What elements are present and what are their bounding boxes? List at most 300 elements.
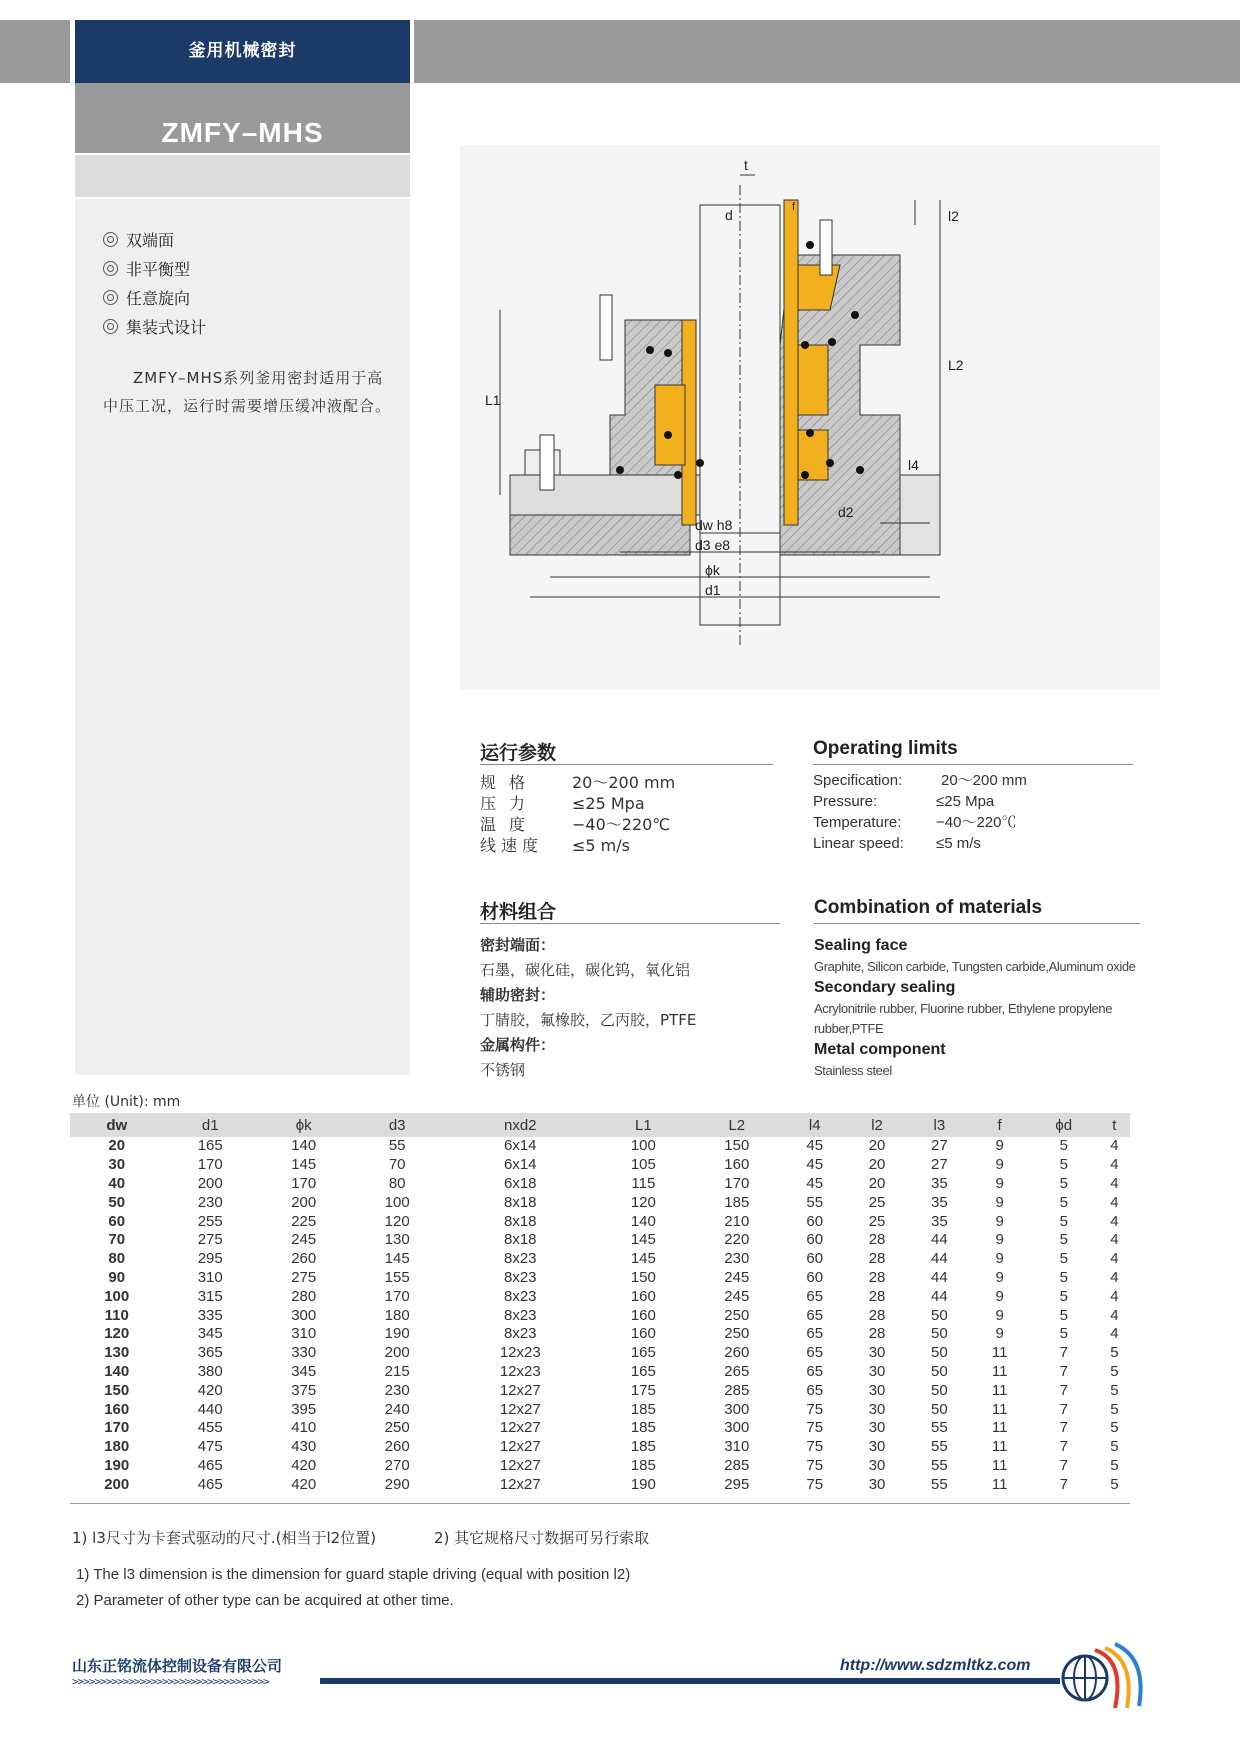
- table-cell: 185: [630, 1419, 656, 1437]
- table-cell: 9: [995, 1231, 1004, 1249]
- table-cell: 12x27: [499, 1400, 541, 1418]
- table-cell: 185: [630, 1456, 656, 1474]
- table-cell: 9: [995, 1137, 1004, 1155]
- table-cell: 160: [630, 1306, 656, 1324]
- table-cell: 4: [1110, 1193, 1119, 1211]
- divider: [814, 923, 1140, 924]
- table-cell: 27: [931, 1156, 948, 1174]
- table-cell: 6x14: [504, 1156, 537, 1174]
- table-cell: 4: [1110, 1174, 1119, 1192]
- table-cell: 4: [1110, 1287, 1119, 1305]
- table-cell: 5: [1059, 1231, 1068, 1249]
- table-cell: 28: [868, 1268, 886, 1286]
- table-header-cell: ϕk: [257, 1113, 350, 1137]
- table-cell: 28: [868, 1306, 886, 1324]
- table-cell: 380: [197, 1362, 223, 1380]
- table-cell: 200: [384, 1344, 410, 1362]
- table-cell: 240: [384, 1400, 410, 1418]
- table-header-row: [70, 1113, 1130, 1137]
- table-cell: 7: [1059, 1438, 1068, 1456]
- table-cell: 4: [1110, 1306, 1119, 1324]
- table-cell: 5: [1110, 1456, 1119, 1474]
- company-logo-icon: [1055, 1630, 1165, 1710]
- materials-list-en: Sealing face Graphite, Silicon carbide, Tungsten carbide,Aluminum oxide Secondary sealing Acrylonitrile rubber, Fluorine rubber, Ethylene propylene rubber,PTFE Metal component Stainless steel: [814, 937, 1136, 1078]
- table-cell: 65: [806, 1287, 824, 1305]
- table-cell: 5: [1059, 1306, 1068, 1324]
- table-cell: 65: [806, 1362, 824, 1380]
- table-cell: 65: [806, 1381, 824, 1399]
- table-cell: 420: [291, 1475, 317, 1493]
- table-cell: 250: [724, 1325, 750, 1343]
- table-cell: 8x23: [504, 1287, 537, 1305]
- divider: [480, 764, 773, 765]
- table-cell: 7: [1059, 1344, 1068, 1362]
- table-cell: 5: [1110, 1344, 1119, 1362]
- table-header-cell: f: [971, 1113, 1029, 1137]
- table-cell: 4: [1110, 1268, 1119, 1286]
- table-cell: 260: [384, 1438, 410, 1456]
- table-cell: 275: [291, 1268, 317, 1286]
- table-cell: 180: [104, 1438, 130, 1456]
- svg-text:dw h8: dw h8: [695, 517, 733, 533]
- table-cell: 75: [806, 1475, 824, 1493]
- table-cell: 375: [291, 1381, 317, 1399]
- table-cell: 430: [291, 1438, 317, 1456]
- product-description: ZMFY–MHS系列釜用密封适用于高中压工况，运行时需要增压缓冲液配合。: [103, 369, 392, 415]
- table-header-cell: nxd2: [444, 1113, 597, 1137]
- footer-line: [320, 1678, 1060, 1684]
- table-cell: 100: [104, 1287, 130, 1305]
- table-cell: 155: [384, 1268, 410, 1286]
- table-cell: 9: [995, 1174, 1004, 1192]
- table-cell: 170: [291, 1174, 317, 1192]
- table-cell: 11: [991, 1344, 1008, 1362]
- table-cell: 4: [1110, 1325, 1119, 1343]
- table-cell: 365: [197, 1344, 223, 1362]
- table-cell: 4: [1110, 1250, 1119, 1268]
- header-right-block: [414, 20, 1240, 83]
- table-cell: 45: [806, 1156, 824, 1174]
- table-cell: 210: [724, 1212, 750, 1230]
- table-cell: 75: [806, 1456, 824, 1474]
- table-cell: 145: [384, 1250, 410, 1268]
- table-cell: 30: [868, 1419, 886, 1437]
- table-cell: 44: [931, 1231, 948, 1249]
- materials-title-en: Combination of materials: [814, 897, 1043, 918]
- table-cell: 55: [388, 1137, 406, 1155]
- table-cell: 6x18: [504, 1174, 537, 1192]
- table-cell: 7: [1059, 1381, 1068, 1399]
- table-cell: 12x27: [499, 1438, 541, 1456]
- table-cell: 170: [197, 1156, 223, 1174]
- table-cell: 28: [868, 1250, 886, 1268]
- table-header-cell: dw: [70, 1113, 163, 1137]
- bullet-icon: [103, 290, 118, 305]
- table-cell: 12x27: [499, 1419, 541, 1437]
- table-cell: 285: [724, 1381, 750, 1399]
- table-cell: 11: [991, 1475, 1008, 1493]
- table-row: [70, 1137, 1130, 1156]
- table-cell: 200: [104, 1475, 130, 1493]
- operating-list-en: [813, 770, 1027, 854]
- table-cell: 8x23: [504, 1250, 537, 1268]
- table-row: [70, 1175, 1130, 1194]
- table-cell: 11: [991, 1400, 1008, 1418]
- note-en-2: 2) Parameter of other type can be acquired at other time.: [76, 1592, 454, 1609]
- table-cell: 8x23: [504, 1268, 537, 1286]
- table-cell: 105: [630, 1156, 656, 1174]
- param-row: Temperature: −40～220℃: [813, 814, 1017, 831]
- bullet-icon: [103, 319, 118, 334]
- table-cell: 100: [630, 1137, 656, 1155]
- table-cell: 9: [995, 1156, 1004, 1174]
- svg-text:d: d: [725, 207, 733, 223]
- table-cell: 5: [1110, 1475, 1119, 1493]
- table-cell: 295: [724, 1475, 750, 1493]
- feature-item: 集装式设计: [103, 313, 206, 342]
- table-cell: 9: [995, 1268, 1004, 1286]
- table-cell: 165: [630, 1362, 656, 1380]
- table-cell: 50: [931, 1344, 948, 1362]
- table-cell: 90: [108, 1268, 126, 1286]
- param-row: 压力 ≤25 Mpa: [480, 794, 645, 813]
- table-cell: 50: [108, 1193, 126, 1211]
- table-cell: 70: [108, 1231, 126, 1249]
- param-row: Linear speed: ≤5 m/s: [813, 835, 981, 852]
- table-row: [70, 1438, 1130, 1457]
- table-cell: 190: [384, 1325, 410, 1343]
- table-cell: 35: [931, 1193, 948, 1211]
- table-cell: 185: [724, 1193, 750, 1211]
- table-cell: 28: [868, 1287, 886, 1305]
- svg-text:f: f: [792, 201, 796, 213]
- table-body: [70, 1137, 1130, 1494]
- param-row: 规格 20～200 mm: [480, 773, 676, 792]
- table-row: [70, 1156, 1130, 1175]
- param-row: 温度 −40～220℃: [480, 815, 671, 834]
- table-cell: 465: [197, 1475, 223, 1493]
- table-cell: 260: [291, 1250, 317, 1268]
- table-cell: 75: [806, 1419, 824, 1437]
- table-row: [70, 1287, 1130, 1306]
- table-cell: 310: [291, 1325, 317, 1343]
- table-cell: 5: [1059, 1325, 1068, 1343]
- table-cell: 5: [1059, 1287, 1068, 1305]
- table-cell: 50: [931, 1325, 948, 1343]
- table-row: [70, 1457, 1130, 1476]
- table-cell: 280: [291, 1287, 317, 1305]
- table-cell: 7: [1059, 1362, 1068, 1380]
- divider: [813, 764, 1133, 765]
- table-cell: 4: [1110, 1156, 1119, 1174]
- table-cell: 245: [291, 1231, 317, 1249]
- param-row: Specification: 20～200 mm: [813, 772, 1027, 789]
- feature-item: 双端面: [103, 226, 206, 255]
- table-cell: 145: [630, 1231, 656, 1249]
- table-cell: 245: [724, 1268, 750, 1286]
- table-cell: 110: [104, 1306, 129, 1324]
- operating-title-en: Operating limits: [813, 738, 958, 759]
- table-cell: 8x23: [504, 1306, 537, 1324]
- param-row: Pressure: ≤25 Mpa: [813, 793, 995, 810]
- table-cell: 12x27: [499, 1475, 541, 1493]
- table-cell: 9: [995, 1193, 1004, 1211]
- table-cell: 20: [868, 1174, 886, 1192]
- table-cell: 4: [1110, 1231, 1119, 1249]
- category-title: 釜用机械密封: [188, 41, 297, 61]
- table-cell: 455: [197, 1419, 223, 1437]
- table-cell: 270: [384, 1456, 410, 1474]
- table-cell: 150: [724, 1137, 750, 1155]
- table-row: [70, 1193, 1130, 1212]
- table-cell: 160: [630, 1325, 656, 1343]
- operating-list-cn: [480, 772, 675, 856]
- table-cell: 50: [931, 1381, 948, 1399]
- table-row: [70, 1269, 1130, 1288]
- table-cell: 8x18: [504, 1212, 537, 1230]
- table-cell: 50: [931, 1400, 948, 1418]
- table-cell: 11: [991, 1419, 1008, 1437]
- table-cell: 75: [806, 1438, 824, 1456]
- divider: [480, 923, 780, 924]
- table-header-cell: l3: [908, 1113, 970, 1137]
- table-cell: 250: [384, 1419, 410, 1437]
- table-row: [70, 1419, 1130, 1438]
- table-header-cell: t: [1099, 1113, 1130, 1137]
- table-cell: 20: [868, 1137, 886, 1155]
- table-cell: 150: [630, 1268, 656, 1286]
- table-cell: 9: [995, 1306, 1004, 1324]
- table-cell: 185: [630, 1400, 656, 1418]
- table-cell: 145: [630, 1250, 656, 1268]
- table-cell: 5: [1059, 1193, 1068, 1211]
- table-cell: 30: [108, 1156, 126, 1174]
- table-cell: 65: [806, 1325, 824, 1343]
- table-cell: 60: [806, 1212, 824, 1230]
- svg-text:l2: l2: [948, 208, 959, 224]
- table-cell: 165: [630, 1344, 656, 1362]
- table-cell: 30: [868, 1362, 886, 1380]
- table-cell: 11: [991, 1381, 1008, 1399]
- table-row: [70, 1231, 1130, 1250]
- table-row: [70, 1325, 1130, 1344]
- table-cell: 5: [1110, 1419, 1119, 1437]
- table-cell: 250: [724, 1306, 750, 1324]
- table-cell: 335: [197, 1306, 223, 1324]
- table-cell: 5: [1059, 1268, 1068, 1286]
- table-cell: 80: [108, 1250, 126, 1268]
- table-cell: 35: [931, 1212, 948, 1230]
- table-cell: 6x14: [504, 1137, 537, 1155]
- table-cell: 20: [868, 1156, 886, 1174]
- table-unit: 单位 (Unit): mm: [72, 1094, 181, 1110]
- table-cell: 420: [197, 1381, 223, 1399]
- table-cell: 60: [806, 1268, 824, 1286]
- table-cell: 30: [868, 1400, 886, 1418]
- table-cell: 190: [630, 1475, 656, 1493]
- table-cell: 300: [724, 1419, 750, 1437]
- table-cell: 45: [806, 1137, 824, 1155]
- table-cell: 310: [197, 1268, 223, 1286]
- table-cell: 260: [724, 1344, 750, 1362]
- table-cell: 285: [724, 1456, 750, 1474]
- table-cell: 140: [630, 1212, 656, 1230]
- table-cell: 45: [806, 1174, 824, 1192]
- table-cell: 9: [995, 1325, 1004, 1343]
- table-cell: 7: [1059, 1456, 1068, 1474]
- table-row: [70, 1212, 1130, 1231]
- table-cell: 220: [724, 1231, 750, 1249]
- table-cell: 7: [1059, 1400, 1068, 1418]
- table-cell: 300: [724, 1400, 750, 1418]
- table-cell: 200: [291, 1193, 317, 1211]
- table-cell: 44: [931, 1287, 948, 1305]
- table-cell: 55: [931, 1438, 948, 1456]
- table-cell: 11: [991, 1456, 1008, 1474]
- table-cell: 170: [384, 1287, 410, 1305]
- header-left-block: [0, 20, 70, 83]
- table-row: [70, 1400, 1130, 1419]
- table-cell: 330: [291, 1344, 317, 1362]
- table-row: [70, 1306, 1130, 1325]
- table-cell: 30: [868, 1344, 886, 1362]
- table-cell: 315: [197, 1287, 223, 1305]
- table-cell: 60: [806, 1250, 824, 1268]
- table-cell: 70: [388, 1156, 406, 1174]
- table-header-cell: d3: [350, 1113, 443, 1137]
- table-cell: 130: [104, 1344, 130, 1362]
- table-cell: 65: [806, 1344, 824, 1362]
- table-cell: 475: [197, 1438, 223, 1456]
- table-cell: 410: [291, 1419, 317, 1437]
- table-cell: 230: [384, 1381, 410, 1399]
- svg-text:L2: L2: [948, 357, 964, 373]
- svg-text:d1: d1: [705, 582, 721, 598]
- table-cell: 35: [931, 1174, 948, 1192]
- company-name: 山东正铭流体控制设备有限公司: [72, 1657, 283, 1675]
- table-cell: 9: [995, 1250, 1004, 1268]
- table-cell: 30: [868, 1456, 886, 1474]
- table-cell: 440: [197, 1400, 223, 1418]
- table-cell: 170: [104, 1419, 130, 1437]
- table-cell: 4: [1110, 1137, 1119, 1155]
- table-cell: 25: [868, 1212, 886, 1230]
- table-cell: 55: [931, 1456, 948, 1474]
- materials-title-cn: 材料组合: [480, 901, 557, 923]
- table-cell: 4: [1110, 1212, 1119, 1230]
- table-cell: 200: [197, 1174, 223, 1192]
- table-cell: 50: [931, 1362, 948, 1380]
- table-cell: 8x18: [504, 1231, 537, 1249]
- table-header-cell: l2: [846, 1113, 908, 1137]
- table-cell: 12x27: [499, 1456, 541, 1474]
- table-cell: 5: [1059, 1174, 1068, 1192]
- table-cell: 55: [931, 1419, 948, 1437]
- table-cell: 28: [868, 1231, 886, 1249]
- table-cell: 80: [388, 1174, 406, 1192]
- table-cell: 60: [108, 1212, 126, 1230]
- feature-item: 非平衡型: [103, 255, 206, 284]
- svg-text:L1: L1: [485, 392, 501, 408]
- bullet-icon: [103, 232, 118, 247]
- table-cell: 175: [630, 1381, 656, 1399]
- table-cell: 165: [197, 1137, 223, 1155]
- table-cell: 44: [931, 1250, 948, 1268]
- table-cell: 185: [630, 1438, 656, 1456]
- table-cell: 30: [868, 1438, 886, 1456]
- table-cell: 5: [1059, 1250, 1068, 1268]
- operating-title-cn: 运行参数: [480, 742, 557, 764]
- table-cell: 25: [868, 1193, 886, 1211]
- table-cell: 140: [291, 1137, 317, 1155]
- svg-text:d2: d2: [838, 504, 854, 520]
- table-row: [70, 1250, 1130, 1269]
- table-cell: 40: [108, 1174, 126, 1192]
- feature-list: [103, 226, 206, 342]
- bullet-icon: [103, 261, 118, 276]
- table-cell: 5: [1059, 1212, 1068, 1230]
- table-cell: 7: [1059, 1475, 1068, 1493]
- table-cell: 55: [931, 1475, 948, 1493]
- table-header-cell: l4: [784, 1113, 846, 1137]
- table-cell: 130: [384, 1231, 410, 1249]
- table-cell: 5: [1059, 1137, 1068, 1155]
- table-row: [70, 1363, 1130, 1382]
- decorative-arrows: >>>>>>>>>>>>>>>>>>>>>>>>>>>>>>>>>>>: [72, 1675, 269, 1688]
- table-cell: 60: [806, 1231, 824, 1249]
- note-en-1: 1) The l3 dimension is the dimension for guard staple driving (equal with position l2): [76, 1566, 631, 1583]
- table-cell: 225: [291, 1212, 317, 1230]
- svg-text:t: t: [744, 157, 748, 173]
- table-cell: 180: [384, 1306, 410, 1324]
- table-cell: 170: [724, 1174, 750, 1192]
- table-cell: 395: [291, 1400, 317, 1418]
- table-cell: 11: [991, 1438, 1008, 1456]
- feature-item: 任意旋向: [103, 284, 206, 313]
- table-cell: 145: [291, 1156, 317, 1174]
- table-header-cell: d1: [163, 1113, 256, 1137]
- table-cell: 9: [995, 1212, 1004, 1230]
- table-cell: 265: [724, 1362, 750, 1380]
- table-cell: 30: [868, 1381, 886, 1399]
- table-cell: 7: [1059, 1419, 1068, 1437]
- table-header-cell: L1: [597, 1113, 690, 1137]
- table-cell: 300: [291, 1306, 317, 1324]
- svg-text:l4: l4: [908, 457, 919, 473]
- table-cell: 50: [931, 1306, 948, 1324]
- table-header-cell: L2: [690, 1113, 783, 1137]
- table-cell: 5: [1110, 1400, 1119, 1418]
- svg-text:ϕk: ϕk: [705, 562, 720, 578]
- table-cell: 9: [995, 1287, 1004, 1305]
- table-cell: 5: [1110, 1438, 1119, 1456]
- table-cell: 12x23: [499, 1344, 541, 1362]
- table-cell: 120: [630, 1193, 656, 1211]
- param-row: 线速度 ≤5 m/s: [480, 836, 630, 855]
- spec-table: [70, 1113, 1130, 1494]
- model-title: ZMFY–MHS: [161, 117, 324, 148]
- table-cell: 230: [724, 1250, 750, 1268]
- table-cell: 8x23: [504, 1325, 537, 1343]
- table-cell: 275: [197, 1231, 223, 1249]
- table-cell: 120: [384, 1212, 410, 1230]
- website-link[interactable]: http://www.sdzmltkz.com: [840, 1657, 1031, 1674]
- table-cell: 55: [806, 1193, 824, 1211]
- materials-list-cn: 密封端面： 石墨，碳化硅，碳化钨，氧化铝 辅助密封： 丁腈胶，氟橡胶，乙丙胶，PTFE 金属构件： 不锈钢: [480, 936, 697, 1079]
- table-cell: 215: [384, 1362, 410, 1380]
- table-row: [70, 1381, 1130, 1400]
- table-cell: 20: [108, 1137, 126, 1155]
